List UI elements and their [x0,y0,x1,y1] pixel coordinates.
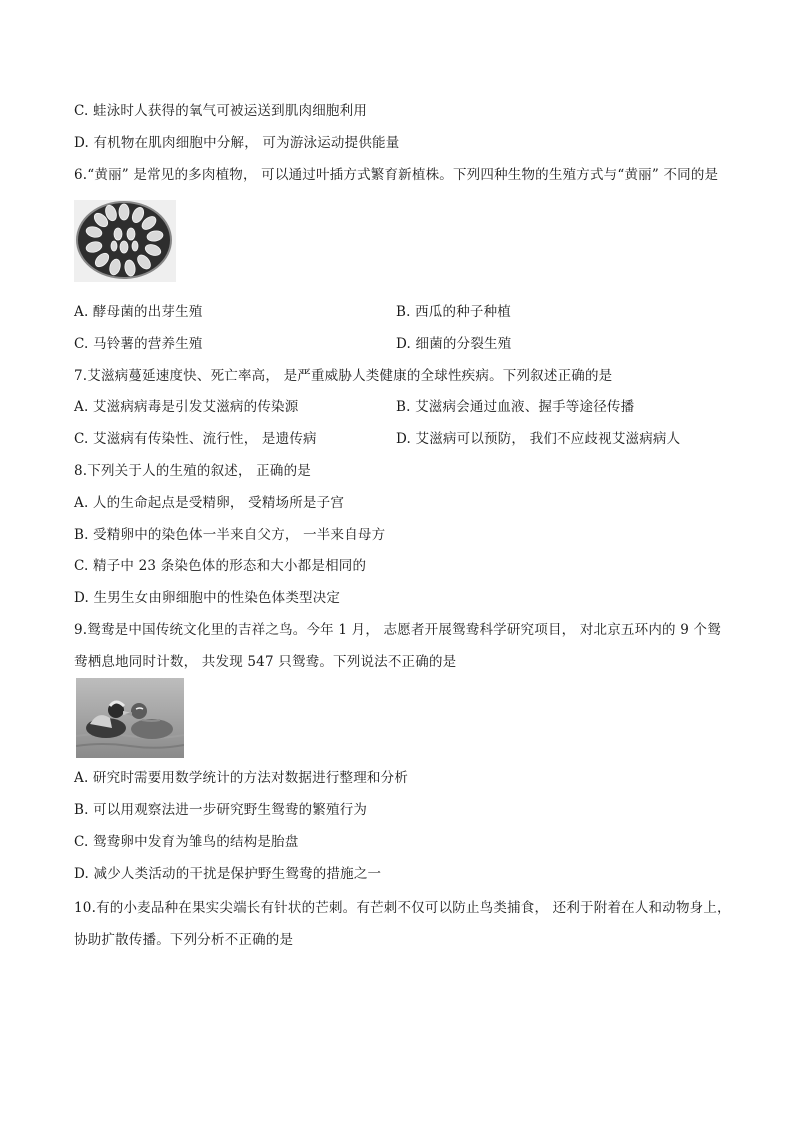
q10-stem-line1: 10.有的小麦品种在果实尖端长有针状的芒刺。有芒刺不仅可以防止鸟类捕食， 还利于附着在人和动物身上， [74,900,731,916]
q5-option-c: C. 蛙泳时人获得的氧气可被运送到肌肉细胞利用 [74,103,368,119]
q10-stem-line2: 协助扩散传播。下列分析不正确的是 [74,932,294,948]
q8-stem: 8.下列关于人的生殖的叙述， 正确的是 [74,463,311,479]
q9-option-c: C. 鸳鸯卵中发育为雏鸟的结构是胎盘 [74,834,299,850]
succulent-leaf-cutting-photo [74,200,176,282]
q6-stem: 6.“黄丽” 是常见的多肉植物， 可以通过叶插方式繁育新植株。下列四种生物的生殖方式与“黄丽” 不同的是 [74,167,719,183]
q6-option-b: B. 西瓜的种子种植 [396,304,512,320]
q7-stem: 7.艾滋病蔓延速度快、死亡率高， 是严重威胁人类健康的全球性疾病。下列叙述正确的是 [74,368,613,384]
q8-option-a: A. 人的生命起点是受精卵， 受精场所是子宫 [74,495,345,511]
q7-option-b: B. 艾滋病会通过血液、握手等途径传播 [396,399,635,415]
q7-option-d: D. 艾滋病可以预防， 我们不应歧视艾滋病病人 [396,431,681,447]
q9-option-b: B. 可以用观察法进一步研究野生鸳鸯的繁殖行为 [74,802,368,818]
q8-option-d: D. 生男生女由卵细胞中的性染色体类型决定 [74,590,341,606]
q8-option-c: C. 精子中 23 条染色体的形态和大小都是相同的 [74,558,367,574]
q7-option-c: C. 艾滋病有传染性、流行性， 是遗传病 [74,431,317,447]
q9-option-a: A. 研究时需要用数学统计的方法对数据进行整理和分析 [74,770,409,786]
q6-option-d: D. 细菌的分裂生殖 [396,336,512,352]
q8-option-b: B. 受精卵中的染色体一半来自父方， 一半来自母方 [74,527,386,543]
q9-option-d: D. 减少人类活动的干扰是保护野生鸳鸯的措施之一 [74,866,382,882]
q9-stem-line2: 鸯栖息地同时计数， 共发现 547 只鸳鸯。下列说法不正确的是 [74,654,457,670]
q9-stem-line1: 9.鸳鸯是中国传统文化里的吉祥之鸟。今年 1 月， 志愿者开展鸳鸯科学研究项目， 对北京五环内的 9 个鸳 [74,622,721,638]
q7-option-a: A. 艾滋病病毒是引发艾滋病的传染源 [74,399,299,415]
q5-option-d: D. 有机物在肌肉细胞中分解， 可为游泳运动提供能量 [74,135,400,151]
q6-option-c: C. 马铃薯的营养生殖 [74,336,203,352]
q6-option-a: A. 酵母菌的出芽生殖 [74,304,203,320]
mandarin-ducks-photo [76,678,184,758]
